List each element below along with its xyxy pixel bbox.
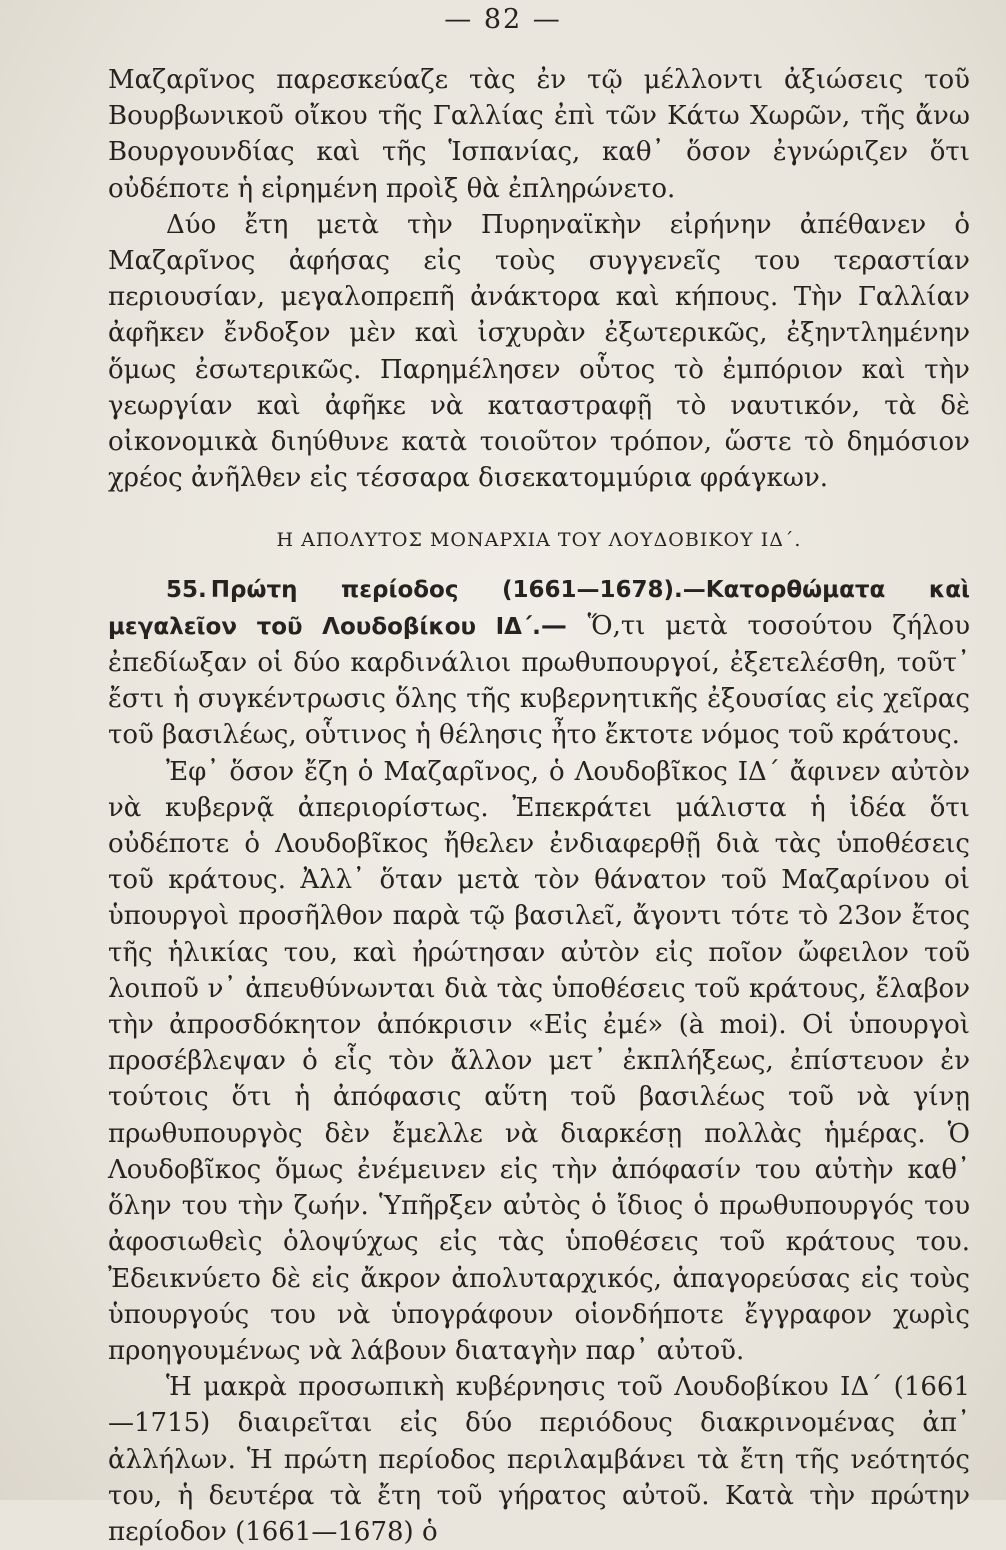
- page-body: [108, 62, 970, 1550]
- paragraph-louis-rule: Ἐφ᾿ ὅσον ἔζη ὁ Μαζαρῖνος, ὁ Λουδοβῖκος ΙΔ´ ἄφινεν αὐτὸν νὰ κυβερνᾷ ἀπεριορίστως. Ἐπεκράτει μάλιστα ἡ ἰδέα ὅτι οὐδέποτε ὁ Λουδοβῖκος ἤθελεν ἐνδιαφερθῇ διὰ τὰς ὑποθέσεις τοῦ κράτους. Ἀλλ᾿ ὅταν μετὰ τὸν θάνατον τοῦ Μαζαρίνου οἱ ὑπουργοὶ προσῆλθον παρὰ τῷ βασιλεῖ, ἄγοντι τότε τὸ 23ον ἔτος τῆς ἡλικίας του, καὶ ἠρώτησαν αὐτὸν εἰς ποῖον ὤφειλον τοῦ λοιποῦ ν᾿ ἀπευθύνωνται διὰ τὰς ὑποθέσεις τοῦ κράτους, ἔλαβον τὴν ἀπροσδόκητον ἀπόκρισιν «Εἰς ἐμέ» (à moi). Οἱ ὑπουργοὶ προσέβλεψαν ὁ εἷς τὸν ἄλλον μετ᾿ ἐκπλήξεως, ἐπίστευον ἐν τούτοις ὅτι ἡ ἀπόφασις αὕτη τοῦ βασιλέως τοῦ νὰ γίνῃ πρωθυπουργὸς δὲν ἔμελλε νὰ διαρκέσῃ πολλὰς ἡμέρας. Ὁ Λουδοβῖκος ὅμως ἐνέμεινεν εἰς τὴν ἀπόφασίν του αὐτὴν καθ᾿ ὅλην του τὴν ζωήν. Ὑπῆρξεν αὐτὸς ὁ ἴδιος ὁ πρωθυπουργός του ἀφοσιωθεὶς ὁλοψύχως εἰς τὰς ὑποθέσεις τοῦ κράτους του. Ἐδεικνύετο δὲ εἰς ἄκρον ἀπολυταρχικός, ἀπαγορεύσας εἰς τοὺς ὑπουργούς του νὰ ὑπογράφουν οἱονδήποτε ἔγγραφον χωρὶς προηγουμένως νὰ λάβουν διαταγὴν παρ᾿ αὐτοῦ.: [108, 756, 970, 1366]
- section-text: Ὅ,τι μετὰ τοσούτου ζήλου ἐπεδίωξαν οἱ δύο καρδινάλιοι πρωθυπουργοί, ἐξετελέσθη, τοῦτ᾿ ἔστι ἡ συγκέντρωσις ὅλης τῆς κυβερνητικῆς ἐξουσίας εἰς χεῖρας τοῦ βασιλέως, οὗτινος ἡ θέλησις ἦτο ἔκτοτε νόμος τοῦ κράτους.: [108, 610, 970, 751]
- section-dash: —: [540, 610, 588, 641]
- section-number: 55.: [166, 576, 207, 603]
- page-number: — 82 —: [444, 4, 562, 35]
- paragraph-mazarin-dowry: Μαζαρῖνος παρεσκεύαζε τὰς ἐν τῷ μέλλοντι ἀξιώσεις τοῦ Βουρβωνικοῦ οἴκου τῆς Γαλλίας ἐπὶ τῶν Κάτω Χωρῶν, τῆς ἄνω Βουργουνδίας καὶ τῆς Ἱσπανίας, καθ᾿ ὅσον ἐγνώριζεν ὅτι οὐδέποτε ἡ εἰρημένη προὶξ θὰ ἐπληρώνετο.: [108, 65, 970, 204]
- section-heading: Η ΑΠΟΛΥΤΟΣ ΜΟΝΑΡΧΙΑ ΤΟΥ ΛΟΥΔΟΒΙΚΟΥ ΙΔ΄.: [276, 529, 802, 552]
- paragraph-mazarin-death: Δύο ἔτη μετὰ τὴν Πυρηναϊκὴν εἰρήνην ἀπέθανεν ὁ Μαζαρῖνος ἀφήσας εἰς τοὺς συγγενεῖς του τεραστίαν περιουσίαν, μεγαλοπρεπῆ ἀνάκτορα καὶ κήπους. Τὴν Γαλλίαν ἀφῆκεν ἔνδοξον μὲν καὶ ἰσχυρὰν ἐξωτερικῶς, ἐξηντλημένην ὅμως ἐσωτερικῶς. Παρημέλησεν οὗτος τὸ ἐμπόριον καὶ τὴν γεωργίαν καὶ ἀφῆκε νὰ καταστραφῇ τὸ ναυτικόν, τὰ δὲ οἰκονομικὰ διηύθυνε κατὰ τοιοῦτον τρόπον, ὥστε τὸ δημόσιον χρέος ἀνῆλθεν εἰς τέσσαρα δισεκατομμύρια φράγκων.: [108, 209, 970, 494]
- paragraph-two-periods: Ἡ μακρὰ προσωπικὴ κυβέρνησις τοῦ Λουδοβίκου ΙΔ´ (1661—1715) διαιρεῖται εἰς δύο περιόδους διακρινομένας ἀπ᾿ ἀλλήλων. Ἡ πρώτη περίοδος περιλαμβάνει τὰ ἔτη τῆς νεότητός του, ἡ δευτέρα τὰ ἔτη τοῦ γήρατος αὐτοῦ. Κατὰ τὴν πρώτην περίοδον (1661—1678) ὁ: [108, 1372, 970, 1547]
- paragraph-section-55: [108, 571, 970, 754]
- section-title: Πρώτη περίοδος (1661—1678).—Κατορθώματα καὶ μεγαλεῖον τοῦ Λουδοβίκου ΙΔ΄.: [108, 576, 970, 640]
